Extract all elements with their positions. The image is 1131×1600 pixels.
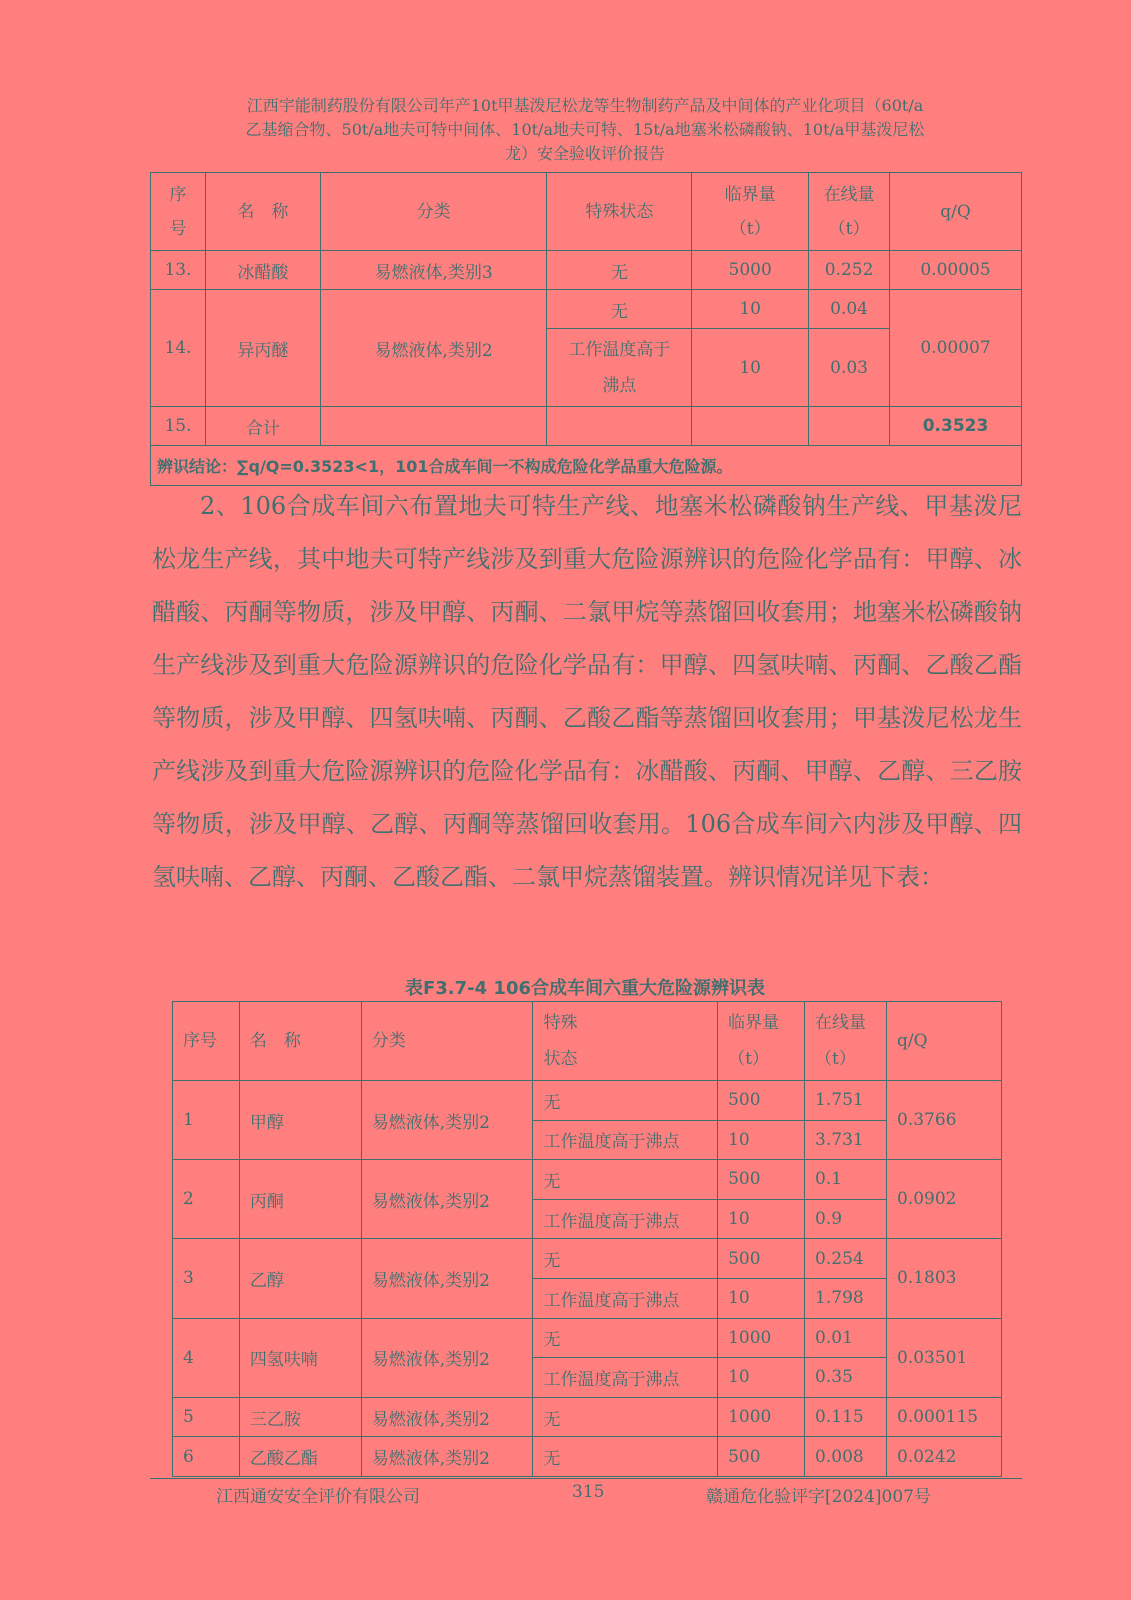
cell-critical: 10 [718, 1278, 805, 1318]
cell-no: 5 [173, 1397, 240, 1437]
cell-state: 无 [547, 290, 692, 329]
cell-online: 0.01 [805, 1318, 887, 1358]
table-row [173, 1318, 1002, 1358]
table-row [173, 1397, 1002, 1437]
table-row [173, 1437, 1002, 1477]
body-paragraph: 2、106合成车间六布置地夫可特生产线、地塞米松磷酸钠生产线、甲基泼尼松龙生产线，其中地夫可特产线涉及到重大危险源辨识的危险化学品有：甲醇、冰醋酸、丙酮等物质，涉及甲醇、丙酮、二氯甲烷等蒸馏回收套用；地塞米松磷酸钠生产线涉及到重大危险源辨识的危险化学品有：甲醇、四氢呋喃、丙酮、乙酸乙酯等物质，涉及甲醇、四氢呋喃、丙酮、乙酸乙酯等蒸馏回收套用；甲基泼尼松龙生产线涉及到重大危险源辨识的危险化学品有：冰醋酸、丙酮、甲醇、乙醇、三乙胺等物质，涉及甲醇、乙醇、丙酮等蒸馏回收套用。106合成车间六内涉及甲醇、四氢呋喃、乙醇、丙酮、乙酸乙酯、二氯甲烷蒸馏装置。辨识情况详见下表： [152, 492, 1022, 891]
cell-critical: 500 [718, 1160, 805, 1200]
col-header-no: 序号 [173, 1002, 240, 1081]
table-header-row [173, 1002, 1002, 1081]
header-line-2: 乙基缩合物、50t/a地夫可特中间体、10t/a地夫可特、15t/a地塞米松磷酸钠、10t/a甲基泼尼松 [245, 120, 925, 139]
cell-category: 易燃液体,类别2 [361, 1318, 533, 1397]
cell-no: 14. [151, 290, 206, 407]
header-line-1: 江西宇能制药股份有限公司年产10t甲基泼尼松龙等生物制药产品及中间体的产业化项目（60t/a [246, 96, 924, 115]
cell-name: 冰醋酸 [205, 251, 320, 290]
cell-critical: 500 [718, 1437, 805, 1477]
cell-ratio: 0.0242 [887, 1437, 1002, 1477]
cell-ratio: 0.03501 [887, 1318, 1002, 1397]
cell-ratio: 0.00007 [890, 290, 1022, 407]
cell-no: 3 [173, 1239, 240, 1318]
col-header-state: 特殊 状态 [533, 1002, 718, 1081]
cell-no: 1 [173, 1081, 240, 1160]
cell-state: 无 [533, 1081, 718, 1121]
cell-online: 0.115 [805, 1397, 887, 1437]
cell-name: 乙酸乙酯 [239, 1437, 361, 1477]
cell-state: 无 [533, 1318, 718, 1358]
cell-state: 工作温度高于 沸点 [547, 329, 692, 407]
table-row [173, 1160, 1002, 1200]
col-header-critical: 临界量 （t） [718, 1002, 805, 1081]
cell-online: 0.1 [805, 1160, 887, 1200]
cell-online: 0.252 [809, 251, 890, 290]
cell-online: 3.731 [805, 1120, 887, 1160]
cell-category: 易燃液体,类别2 [361, 1239, 533, 1318]
col-header-online: 在线量 （t） [805, 1002, 887, 1081]
cell-no: 15. [151, 407, 206, 446]
cell-name: 合计 [205, 407, 320, 446]
cell-name: 甲醇 [239, 1081, 361, 1160]
cell-empty [320, 407, 547, 446]
cell-ratio: 0.0902 [887, 1160, 1002, 1239]
col-header-ratio: q/Q [887, 1002, 1002, 1081]
cell-critical: 1000 [718, 1397, 805, 1437]
cell-empty [809, 407, 890, 446]
col-header-state: 特殊状态 [547, 173, 692, 251]
col-header-name: 名 称 [205, 173, 320, 251]
table-row-total [151, 407, 1022, 446]
cell-name: 异丙醚 [205, 290, 320, 407]
cell-no: 13. [151, 251, 206, 290]
col-header-critical: 临界量 （t） [692, 173, 809, 251]
col-header-no: 序 号 [151, 173, 206, 251]
table-row [151, 251, 1022, 290]
page-header [150, 94, 1020, 166]
cell-state: 无 [547, 251, 692, 290]
cell-critical: 5000 [692, 251, 809, 290]
col-header-category: 分类 [320, 173, 547, 251]
cell-state: 无 [533, 1239, 718, 1279]
cell-online: 0.254 [805, 1239, 887, 1279]
header-line-3: 龙）安全验收评价报告 [504, 144, 665, 163]
cell-no: 2 [173, 1160, 240, 1239]
cell-name: 丙酮 [239, 1160, 361, 1239]
cell-category: 易燃液体,类别2 [320, 290, 547, 407]
cell-category: 易燃液体,类别2 [361, 1397, 533, 1437]
cell-critical: 500 [718, 1239, 805, 1279]
cell-ratio-total: 0.3523 [890, 407, 1022, 446]
cell-empty [692, 407, 809, 446]
cell-critical: 10 [692, 290, 809, 329]
page-number: 315 [572, 1482, 605, 1502]
cell-state: 工作温度高于沸点 [533, 1278, 718, 1318]
table-header-row [151, 173, 1022, 251]
cell-state: 工作温度高于沸点 [533, 1358, 718, 1398]
cell-category: 易燃液体,类别2 [361, 1160, 533, 1239]
cell-online: 0.35 [805, 1358, 887, 1398]
cell-name: 四氢呋喃 [239, 1318, 361, 1397]
table-row [173, 1239, 1002, 1279]
hazard-table-106 [172, 1001, 1002, 1477]
cell-category: 易燃液体,类别2 [361, 1437, 533, 1477]
hazard-table-101 [150, 172, 1022, 486]
cell-online: 1.751 [805, 1081, 887, 1121]
col-header-ratio: q/Q [890, 173, 1022, 251]
cell-ratio: 0.00005 [890, 251, 1022, 290]
cell-category: 易燃液体,类别2 [361, 1081, 533, 1160]
cell-critical: 10 [718, 1120, 805, 1160]
cell-ratio: 0.000115 [887, 1397, 1002, 1437]
col-header-online: 在线量 （t） [809, 173, 890, 251]
cell-no: 6 [173, 1437, 240, 1477]
footer-company: 江西通安安全评价有限公司 [216, 1487, 420, 1507]
col-header-category: 分类 [361, 1002, 533, 1081]
cell-critical: 10 [718, 1358, 805, 1398]
cell-state: 工作温度高于沸点 [533, 1199, 718, 1239]
cell-empty [547, 407, 692, 446]
cell-state: 无 [533, 1397, 718, 1437]
cell-state: 无 [533, 1437, 718, 1477]
table-row [151, 290, 1022, 329]
table-caption: 表F3.7-4 106合成车间六重大危险源辨识表 [404, 978, 766, 999]
cell-state: 无 [533, 1160, 718, 1200]
footer-doc-number: 赣通危化验评字[2024]007号 [706, 1487, 931, 1507]
cell-online: 0.008 [805, 1437, 887, 1477]
cell-online: 0.03 [809, 329, 890, 407]
cell-name: 三乙胺 [239, 1397, 361, 1437]
cell-no: 4 [173, 1318, 240, 1397]
cell-ratio: 0.3766 [887, 1081, 1002, 1160]
cell-critical: 10 [718, 1199, 805, 1239]
cell-ratio: 0.1803 [887, 1239, 1002, 1318]
cell-state: 工作温度高于沸点 [533, 1120, 718, 1160]
cell-category: 易燃液体,类别3 [320, 251, 547, 290]
cell-online: 1.798 [805, 1278, 887, 1318]
cell-online: 0.04 [809, 290, 890, 329]
cell-critical: 500 [718, 1081, 805, 1121]
col-header-name: 名 称 [239, 1002, 361, 1081]
table-row [173, 1081, 1002, 1121]
footer-divider [150, 1478, 1022, 1479]
cell-critical: 10 [692, 329, 809, 407]
conclusion-text: 辨识结论：∑q/Q=0.3523<1，101合成车间一不构成危险化学品重大危险源。 [151, 446, 1022, 486]
cell-name: 乙醇 [239, 1239, 361, 1318]
cell-critical: 1000 [718, 1318, 805, 1358]
cell-online: 0.9 [805, 1199, 887, 1239]
